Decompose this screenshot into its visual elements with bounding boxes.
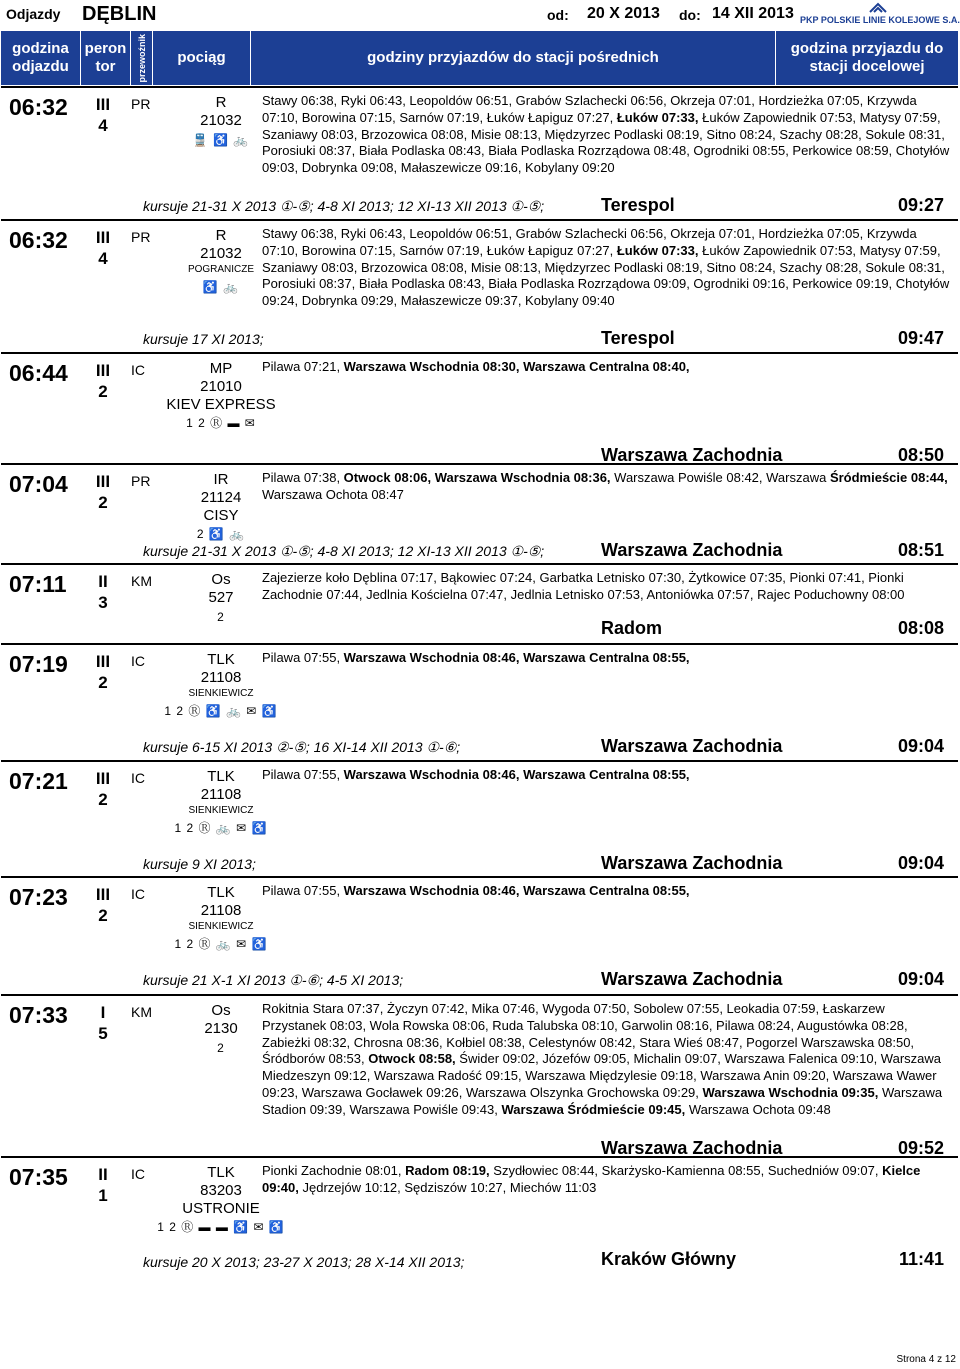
carrier: PR [131,229,151,245]
timetable-entry [1,994,958,1156]
service-icons: 1 2 Ⓡ ▬ ✉ [186,416,256,430]
train-number: 527 [208,589,234,606]
carrier: IC [131,886,145,902]
train-number: 21010 [200,378,242,395]
train-name: USTRONIE [182,1200,260,1217]
major-stop: Warszawa Centralna 08:40, [523,359,690,374]
running-days: kursuje 17 XI 2013; [143,331,264,347]
arrival-time: 09:04 [897,736,944,756]
departure-time: 07:23 [9,884,68,910]
running-days: kursuje 21-31 X 2013 ①-⑤; 4-8 XI 2013; 12 XI-13 XII 2013 ①-⑤; [143,198,545,214]
major-stop: Warszawa Wschodnia 08:46, [343,883,520,898]
train-category: MP [209,360,233,377]
carrier: IC [131,1166,145,1182]
train-name: CISY [203,507,239,524]
arrival-time: 08:08 [897,618,944,638]
to-date: 14 XII 2013 [712,5,794,22]
platform: III [95,361,111,380]
intermediate-stops: Stawy 06:38, Ryki 06:43, Leopoldów 06:51, Grabów Szlachecki 06:56, Okrzeja 07:01, Hordzieżka 07:05, Krzywda 07:10, Borowina 07:15, Sarnów 07:19, Łuków Łapiguz 07:27, Łuków 07:33, Łuków Zapowiednik 07:53, Matysy 07:59, Szaniawy 08:03, Brzozowica 08:08, Misie 08:13, Międzyrzec Podlaski 08:19, Sitno 08:24, Szachy 08:28, Sokule 08:31, Porosiuki 08:37, Biała Podlaska 08:43, Biała Podlaska Rozrządowa 09:09, Ogrodniki 09:16, Perkowice 09:19, Chotyłów 09:24, Dobrynka 09:29, Małaszewicze 09:37, Kobylany 09:40 [262,226,950,309]
intermediate-stops: Pilawa 07:55, Warszawa Wschodnia 08:46, Warszawa Centralna 08:55, [262,883,690,898]
departure-time: 06:32 [9,94,68,120]
col-train: pociąg [153,31,251,85]
carrier: IC [131,362,145,378]
train-name: SIENKIEWICZ [188,921,254,932]
timetable-entry [1,1156,958,1296]
platform-track [93,768,113,810]
train-name: SIENKIEWICZ [188,688,254,699]
section-title: Odjazdy [6,6,61,22]
arrival-time: 11:41 [898,1249,944,1269]
train-number: 21108 [200,669,242,686]
platform: II [98,1165,108,1184]
service-icons: 1 2 Ⓡ 🚲 ✉ ♿ [174,821,268,835]
track: 2 [98,790,108,809]
train-number: 21124 [200,489,242,506]
column-header [1,31,958,85]
carrier: IC [131,770,145,786]
train-category: Os [211,1002,231,1019]
title-bar [0,0,960,30]
major-stop: Łuków 07:33, [616,109,699,125]
major-stop: Otwock 08:58, [368,1051,456,1067]
train-category: TLK [207,651,235,668]
carrier: PR [131,473,151,489]
intermediate-stops: Pilawa 07:38, Otwock 08:06, Warszawa Wschodnia 08:36, Warszawa Powiśle 08:42, Warszawa Śródmieście 08:44, Warszawa Ochota 08:47 [262,470,948,502]
service-icons: ♿ 🚲 [202,280,240,294]
train-category: IR [213,471,229,488]
from-date: 20 X 2013 [587,5,660,22]
major-stop: Warszawa Śródmieście 09:45, [501,1101,686,1117]
col-arrival: godzina przyjazdu do stacji docelowej [790,40,944,75]
arrival-time: 09:27 [897,195,944,215]
train-number: 21108 [200,902,242,919]
destination: Radom [601,618,663,638]
platform-track [93,571,113,613]
carrier: PR [131,96,151,112]
train-name: POGRANICZE [187,264,255,275]
major-stop: Łuków 07:33, [616,242,699,258]
train-category: Os [211,571,231,588]
track: 1 [98,1186,108,1205]
major-stop: Radom 08:19, [405,1163,490,1178]
arrival-time: 08:50 [897,445,944,465]
running-days: kursuje 20 X 2013; 23-27 X 2013; 28 X-14 XII 2013; [143,1254,465,1270]
intermediate-stops: Pionki Zachodnie 08:01, Radom 08:19, Szydłowiec 08:44, Skarżysko-Kamienna 08:55, Suchedniów 09:07, Kielce 09:40, Jędrzejów 10:12, Sędziszów 10:27, Miechów 11:03 [262,1163,921,1195]
to-label: do: [679,7,701,23]
platform: III [95,769,111,788]
destination: Warszawa Zachodnia [601,540,783,560]
running-days: kursuje 9 XI 2013; [143,856,256,872]
train-number: 83203 [200,1182,242,1199]
train-category: TLK [207,768,235,785]
col-carrier [131,31,153,85]
major-stop: Warszawa Centralna 08:55, [523,650,690,665]
major-stop: Warszawa Wschodnia 08:36, [434,470,611,485]
platform-track [93,360,113,402]
col-stops: godziny przyjazdów do stacji pośrednich [251,31,776,85]
arrival-time: 09:47 [897,328,944,348]
track: 2 [98,906,108,925]
carrier: KM [131,573,152,589]
timetable-entry [1,463,958,563]
timetable-entry [1,352,958,463]
platform-track [93,1002,113,1044]
train-category: TLK [207,884,235,901]
running-days: kursuje 21 X-1 XI 2013 ①-⑥; 4-5 XI 2013; [143,972,404,988]
departure-time: 07:19 [9,651,68,677]
timetable-entry [1,86,958,219]
service-icons: 2 ♿ 🚲 [196,527,246,541]
carrier: IC [131,653,145,669]
platform: III [95,228,111,247]
train-category: R [215,227,227,244]
service-icons: 2 [217,1041,225,1055]
train-number: 21032 [200,245,242,262]
logo-text: PKP POLSKIE LINIE KOLEJOWE S.A. [800,15,960,25]
platform: II [98,572,108,591]
track: 4 [98,116,108,135]
train-number: 21108 [200,786,242,803]
destination: Kraków Główny [601,1249,737,1269]
intermediate-stops: Rokitnia Stara 07:37, Życzyn 07:42, Mika 07:46, Wygoda 07:50, Sobolew 07:55, Leokadia 07:59, Łaskarzew Przystanek 08:03, Wola Rowska 08:06, Ruda Talubska 08:10, Garwolin 08:16, Pilawa 08:24, Augustówka 08:28, Zabieżki 08:32, Chrosna 08:36, Kołbiel 08:38, Celestynów 08:42, Stara Wieś 08:47, Pogorzel Warszawska 08:50, Śródborów 08:53, Otwock 08:58, Świder 09:02, Józefów 09:05, Michalin 09:07, Warszawa Falenica 09:10, Warszawa Miedzeszyn 09:12, Warszawa Radość 09:15, Warszawa Międzylesie 09:18, Warszawa Anin 09:20, Warszawa Wawer 09:23, Warszawa Gocławek 09:26, Warszawa Olszynka Grochowska 09:29, Warszawa Wschodnia 09:35, Warszawa Stadion 09:39, Warszawa Powiśle 09:43, Warszawa Śródmieście 09:45, Warszawa Ochota 09:48 [262,1001,943,1117]
arrival-time: 09:52 [897,1138,944,1158]
arrival-time: 08:51 [897,540,944,560]
timetable-entry [1,760,958,876]
timetable-entry [1,563,958,643]
page-number: Strona 4 z 12 [896,1354,956,1365]
platform-track [93,227,113,269]
major-stop: Warszawa Wschodnia 08:30, [343,359,520,374]
train-category: TLK [207,1164,235,1181]
departure-time: 07:04 [9,471,68,497]
track: 2 [98,673,108,692]
departure-time: 07:33 [9,1002,68,1028]
col-platform: peron tor [81,31,131,85]
timetable-entry [1,219,958,352]
destination: Warszawa Zachodnia [601,1138,783,1158]
station-name: DĘBLIN [82,3,157,25]
platform-track [93,94,113,136]
major-stop: Warszawa Wschodnia 09:35, [702,1084,879,1100]
arrival-time: 09:04 [897,969,944,989]
departure-time: 07:21 [9,768,68,794]
destination: Terespol [601,328,675,348]
service-icons: 1 2 Ⓡ ▬ ▬ ♿ ✉ ♿ [157,1220,285,1234]
departure-time: 07:11 [9,571,67,597]
destination: Terespol [601,195,675,215]
arrival-time: 09:04 [897,853,944,873]
col-carrier-label: przewoźnik [136,33,147,83]
intermediate-stops: Pilawa 07:55, Warszawa Wschodnia 08:46, Warszawa Centralna 08:55, [262,767,690,782]
major-stop: Śródmieście 08:44, [829,470,948,485]
train-name: KIEV EXPRESS [166,396,276,413]
col-departure: godzina odjazdu [1,31,81,85]
train-number: 21032 [200,112,242,129]
service-icons: 2 [217,610,225,624]
destination: Warszawa Zachodnia [601,445,783,465]
major-stop: Warszawa Centralna 08:55, [523,883,690,898]
timetable-entry [1,876,958,994]
track: 2 [98,493,108,512]
train-category: R [215,94,227,111]
train-number: 2130 [204,1020,238,1037]
platform: III [95,95,111,114]
train-name: SIENKIEWICZ [188,805,254,816]
intermediate-stops: Stawy 06:38, Ryki 06:43, Leopoldów 06:51, Grabów Szlachecki 06:56, Okrzeja 07:01, Hordzieżka 07:05, Krzywda 07:10, Borowina 07:15, Sarnów 07:19, Łuków Łapiguz 07:27, Łuków 07:33, Łuków Zapowiednik 07:53, Matysy 07:59, Szaniawy 08:03, Brzozowica 08:08, Misie 08:13, Międzyrzec Podlaski 08:19, Sitno 08:24, Szachy 08:28, Sokule 08:31, Porosiuki 08:37, Biała Podlaska 08:43, Biała Podlaska Rozrządowa 08:48, Ogrodniki 08:55, Perkowice 08:59, Chotyłów 09:03, Dobrynka 09:08, Małaszewicze 09:16, Kobylany 09:20 [262,93,950,176]
intermediate-stops: Zajezierze koło Dęblina 07:17, Bąkowiec 07:24, Garbatka Letnisko 07:30, Żytkowice 07:35, Pionki 07:41, Pionki Zachodnie 07:44, Jedlnia Kościelna 07:47, Jedlnia Letnisko 07:53, Antoniówka 07:57, Rajec Poduchowny 08:00 [262,570,905,602]
platform: III [95,652,111,671]
carrier: KM [131,1004,152,1020]
departure-time: 06:32 [9,227,68,253]
destination: Warszawa Zachodnia [601,969,783,989]
timetable-entry [1,643,958,760]
platform-track [93,651,113,693]
major-stop: Kielce 09:40, [262,1163,921,1195]
platform-track [93,1164,113,1206]
service-icons: 1 2 Ⓡ ♿ 🚲 ✉ ♿ [164,704,278,718]
track: 3 [98,593,108,612]
platform: III [95,885,111,904]
track: 2 [98,382,108,401]
pkp-logo [800,2,958,26]
intermediate-stops: Pilawa 07:21, Warszawa Wschodnia 08:30, Warszawa Centralna 08:40, [262,359,690,374]
logo-icon [868,2,888,14]
destination: Warszawa Zachodnia [601,853,783,873]
platform-track [93,884,113,926]
running-days: kursuje 6-15 XI 2013 ②-⑤; 16 XI-14 XII 2013 ①-⑥; [143,739,461,755]
major-stop: Warszawa Centralna 08:55, [523,767,690,782]
platform-track [93,471,113,513]
departure-time: 07:35 [9,1164,68,1190]
service-icons: 1 2 Ⓡ 🚲 ✉ ♿ [174,937,268,951]
track: 4 [98,249,108,268]
platform: III [95,472,111,491]
from-label: od: [547,7,569,23]
running-days: kursuje 21-31 X 2013 ①-⑤; 4-8 XI 2013; 12 XI-13 XII 2013 ①-⑤; [143,543,545,559]
departure-time: 06:44 [9,360,68,386]
destination: Warszawa Zachodnia [601,736,783,756]
service-icons: 🚆 ♿ 🚲 [192,133,250,147]
major-stop: Warszawa Wschodnia 08:46, [343,650,520,665]
intermediate-stops: Pilawa 07:55, Warszawa Wschodnia 08:46, Warszawa Centralna 08:55, [262,650,690,665]
major-stop: Otwock 08:06, [343,470,432,485]
track: 5 [98,1024,108,1043]
major-stop: Warszawa Wschodnia 08:46, [343,767,520,782]
platform: I [100,1003,106,1022]
